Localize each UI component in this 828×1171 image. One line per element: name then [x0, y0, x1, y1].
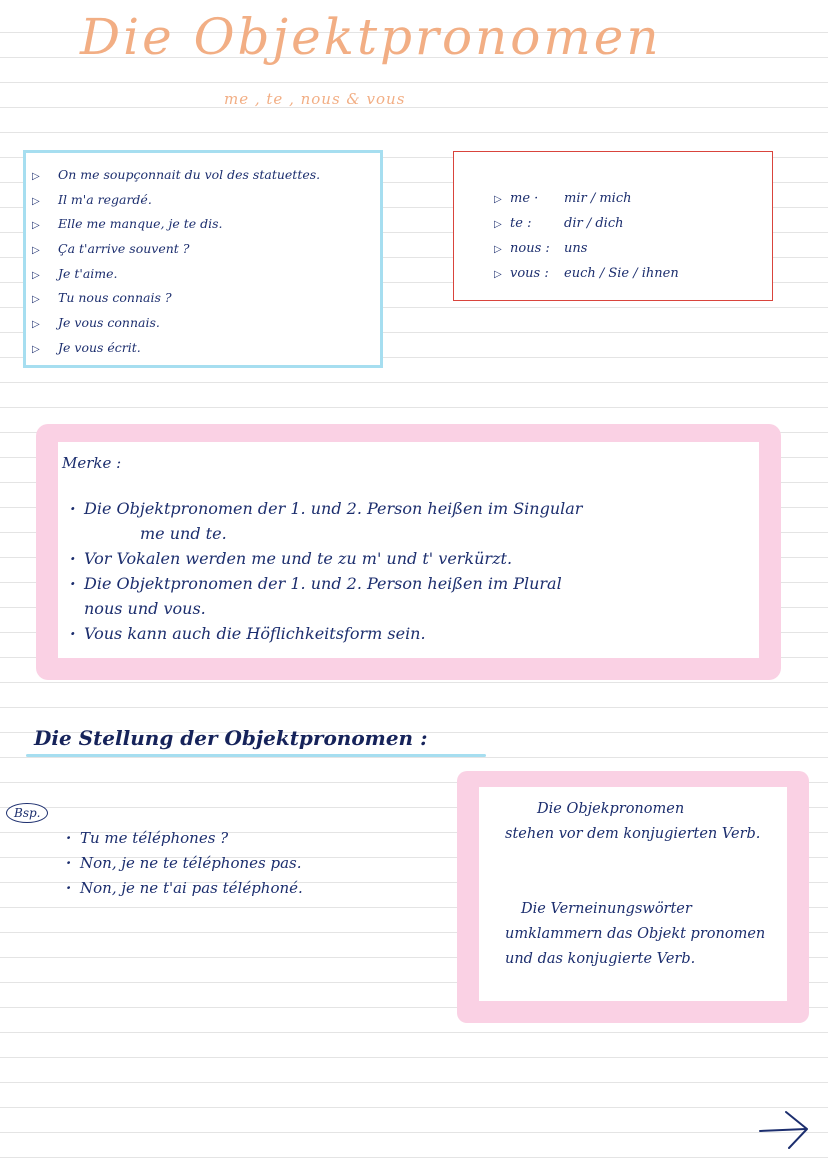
- list-item: · Non, je ne te téléphones pas.: [66, 851, 303, 876]
- list-item: · Vor Vokalen werden me und te zu m' und t' verkürzt.: [70, 546, 770, 571]
- list-item: · Non, je ne t'ai pas téléphoné.: [66, 876, 303, 901]
- triangle-right-icon: ▷: [494, 194, 502, 205]
- examples-box: [23, 150, 383, 368]
- arrow-right-icon[interactable]: [756, 1104, 812, 1154]
- list-item: ▷ Elle me manque, je te dis.: [32, 212, 380, 237]
- pronoun-list: [454, 152, 772, 286]
- triangle-right-icon: ▷: [32, 343, 40, 355]
- list-item: ▷ Je t'aime.: [32, 262, 380, 287]
- examples-list: [26, 153, 380, 361]
- pronoun-row: ▷ me · mir / mich: [494, 186, 772, 211]
- list-item: ▷ Il m'a regardé.: [32, 188, 380, 213]
- rule-text-2: Die Verneinungswörter umklammern das Objekt pronomen und das konjugierte Verb.: [505, 901, 766, 967]
- pronoun-table-box: [453, 151, 773, 301]
- list-item: · Vous kann auch die Höflichkeitsform sein.: [70, 621, 770, 646]
- page-subtitle: me , te , nous & vous: [224, 90, 406, 108]
- list-item: · Die Objektpronomen der 1. und 2. Person heißen im Plural nous und vous.: [70, 571, 770, 621]
- list-item: ▷ Ça t'arrive souvent ?: [32, 237, 380, 262]
- pronoun-row: ▷ nous : uns: [494, 236, 772, 261]
- merke-title: Merke :: [62, 454, 122, 472]
- pronoun-row: ▷ te : dir / dich: [494, 211, 772, 236]
- triangle-right-icon: ▷: [494, 244, 502, 255]
- triangle-right-icon: ▷: [494, 269, 502, 280]
- page-title: Die Objektpronomen: [80, 8, 662, 66]
- list-item: ▷ Je vous écrit.: [32, 336, 380, 361]
- pronoun-row: ▷ vous : euch / Sie / ihnen: [494, 261, 772, 286]
- triangle-right-icon: ▷: [32, 220, 40, 232]
- merke-box: [36, 424, 781, 680]
- triangle-right-icon: ▷: [32, 269, 40, 281]
- triangle-right-icon: ▷: [32, 294, 40, 306]
- stellung-examples-list: [66, 826, 303, 901]
- merke-list: [70, 496, 770, 646]
- triangle-right-icon: ▷: [32, 245, 40, 257]
- bsp-label: Bsp.: [6, 803, 48, 823]
- list-item: ▷ On me soupçonnait du vol des statuettes.: [32, 163, 380, 188]
- triangle-right-icon: ▷: [32, 195, 40, 207]
- rule-text-1: Die Objekpronomen stehen vor dem konjugierten Verb.: [505, 801, 761, 842]
- rule-box: [457, 771, 809, 1023]
- section-heading: Die Stellung der Objektpronomen :: [34, 726, 428, 750]
- triangle-right-icon: ▷: [32, 319, 40, 331]
- list-item: · Die Objektpronomen der 1. und 2. Person heißen im Singular me und te.: [70, 496, 770, 546]
- list-item: · Tu me téléphones ?: [66, 826, 303, 851]
- list-item: ▷ Tu nous connais ?: [32, 286, 380, 311]
- list-item: ▷ Je vous connais.: [32, 311, 380, 336]
- heading-underline: [26, 754, 486, 757]
- triangle-right-icon: ▷: [494, 219, 502, 230]
- triangle-right-icon: ▷: [32, 171, 40, 182]
